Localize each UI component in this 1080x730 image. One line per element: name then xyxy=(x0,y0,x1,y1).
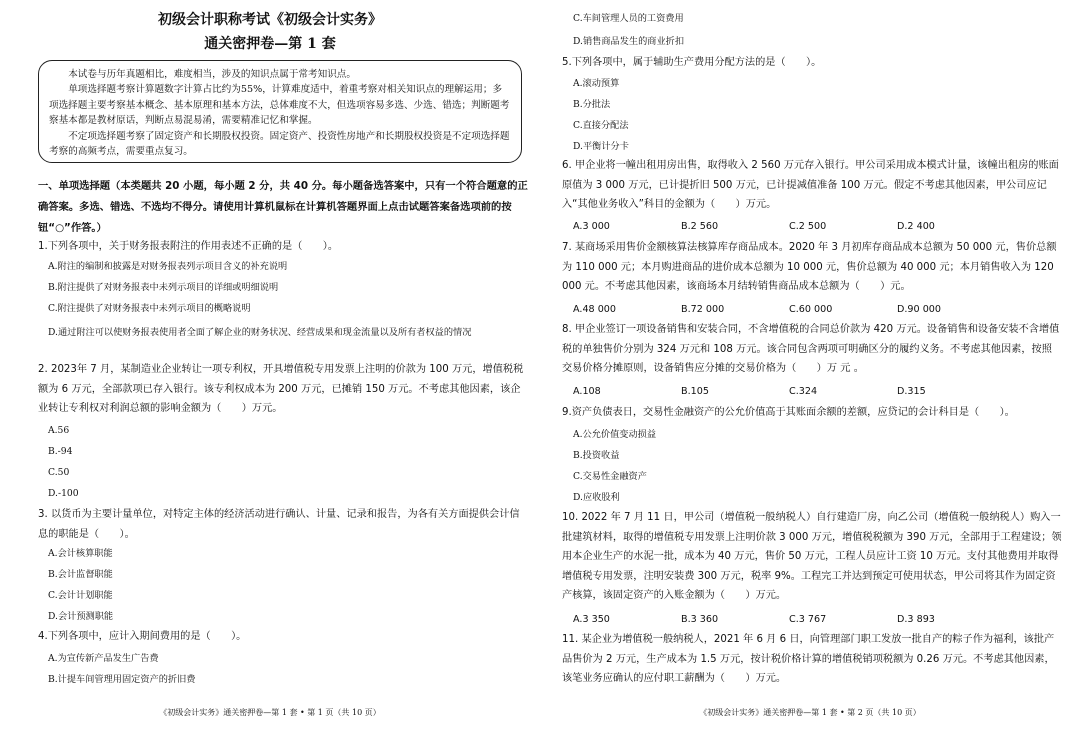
question-8-option-b[interactable]: B.105 xyxy=(681,386,709,397)
question-9-option-d[interactable]: D.应收股利 xyxy=(573,492,620,503)
page-2 xyxy=(540,0,1080,730)
question-2-stem: 2. 2023年 7 月，某制造业企业转让一项专利权，开具增值税专用发票上注明的价款为 100 万元，增值税税额为 6 万元，全部款项已存入银行。该专利权成本为 200 万元，已摊销 150 万元。不考虑其他因素，该企业转让专利权对利润总额的影响金额为（ ）万元。 xyxy=(38,364,524,415)
question-5-option-c[interactable]: C.直接分配法 xyxy=(573,120,629,131)
question-6-stem: 6. 甲企业将一幢出租用房出售，取得收入 2 560 万元存入银行。甲公司采用成本模式计量，该幢出租房的账面原值为 3 000 万元，已计提折旧 500 万元，已计提减值准备 100 万元。假定不考虑其他因素，甲公司应记入“其他业务收入”科目的金额为（ ）万元。 xyxy=(562,160,1059,211)
question-6-option-a[interactable]: A.3 000 xyxy=(573,221,610,232)
question-6-option-d[interactable]: D.2 400 xyxy=(897,221,935,232)
question-9-stem: 9.资产负债表日，交易性金融资产的公允价值高于其账面余额的差额，应贷记的会计科目是（ ）。 xyxy=(562,407,1015,418)
question-6-options xyxy=(573,220,1053,234)
question-1-option-a[interactable]: A.附注的编制和披露是对财务报表列示项目含义的补充说明 xyxy=(48,261,288,272)
question-3-option-a[interactable]: A.会计核算职能 xyxy=(48,548,113,559)
question-1-option-b[interactable]: B.附注提供了对财务报表中未列示项目的详细或明细说明 xyxy=(48,282,279,293)
section-heading: 一、单项选择题（本类题共 20 小题，每小题 2 分，共 40 分。每小题备选答案中，只有一个符合题意的正确答案。多选、错选、不选均不得分。请使用计算机鼠标在计算机答题界面上点击试题答案备选项前的按钮“○”作答。） xyxy=(38,180,528,234)
question-5-option-b[interactable]: B.分批法 xyxy=(573,99,611,110)
question-4-option-c[interactable]: C.车间管理人员的工资费用 xyxy=(573,13,684,24)
question-10-options xyxy=(573,613,1053,627)
question-9-option-a[interactable]: A.公允价值变动损益 xyxy=(573,429,657,440)
question-11-stem: 11. 某企业为增值税一般纳税人，2021 年 6 月 6 日，向管理部门职工发放一批自产的粽子作为福利，该批产品售价为 2 万元，生产成本为 1.5 万元，按计税价格计算的增值税销项税额为 0.26 万元。不考虑其他因素，该笔业务应确认的应付职工薪酬为（ ）万元。 xyxy=(562,634,1055,685)
question-10-option-d[interactable]: D.3 893 xyxy=(897,614,935,625)
question-4-option-a[interactable]: A.为宣传新产品发生广告费 xyxy=(48,653,159,664)
question-10-option-b[interactable]: B.3 360 xyxy=(681,614,719,625)
question-7-stem: 7. 某商场采用售价金额核算法核算库存商品成本。2020 年 3 月初库存商品成本总额为 50 000 元，售价总额为 110 000 元；本月购进商品的进价成本总额为 10 000 元，售价总额为 40 000 元；本月销售收入为 120 000 元。不考虑其他因素，该商场本月结转销售商品成本总额为（ ）元。 xyxy=(562,242,1057,293)
note-paragraph: 不定项选择题考察了固定资产和长期股权投资。固定资产、投资性房地产和长期股权投资是不定项选择题考察的高频考点，需要重点复习。 xyxy=(49,130,510,158)
question-6-option-b[interactable]: B.2 560 xyxy=(681,221,719,232)
question-1-option-d[interactable]: D.通过附注可以使财务报表使用者全面了解企业的财务状况、经营成果和现金流量以及所有者权益的情况 xyxy=(48,327,472,338)
question-4-option-b[interactable]: B.计提车间管理用固定资产的折旧费 xyxy=(48,674,196,685)
exam-subtitle: 通关密押卷—第 1 套 xyxy=(204,36,336,52)
question-2-option-d[interactable]: D.-100 xyxy=(48,488,79,499)
question-5-option-d[interactable]: D.平衡计分卡 xyxy=(573,141,629,152)
page-footer: 《初级会计实务》通关密押卷—第 1 套 • 第 2 页（共 10 页） xyxy=(699,708,921,717)
question-7-options xyxy=(573,303,1053,317)
question-9-option-b[interactable]: B.投资收益 xyxy=(573,450,620,461)
question-10-option-c[interactable]: C.3 767 xyxy=(789,614,827,625)
exam-notes-box xyxy=(38,60,522,163)
question-8-option-d[interactable]: D.315 xyxy=(897,386,926,397)
question-9-option-c[interactable]: C.交易性金融资产 xyxy=(573,471,647,482)
question-1-stem: 1.下列各项中，关于财务报表附注的作用表述不正确的是（ ）。 xyxy=(38,241,339,252)
question-3-option-c[interactable]: C.会计计划职能 xyxy=(48,590,113,601)
exam-title: 初级会计职称考试《初级会计实务》 xyxy=(158,12,382,28)
question-2-option-b[interactable]: B.-94 xyxy=(48,446,73,457)
note-paragraph: 本试卷与历年真题相比，难度相当，涉及的知识点属于常考知识点。 xyxy=(68,69,356,80)
question-8-stem: 8. 甲企业签订一项设备销售和安装合同，不含增值税的合同总价款为 420 万元。设备销售和设备安装不含增值税的单独售价分别为 324 万元和 108 万元。该合同包含两项可明确区分的履约义务。不考虑其他因素，按照交易价格分摊原则，设备销售应分摊的交易价格为（ ）万 元 。 xyxy=(562,324,1060,375)
question-2-option-a[interactable]: A.56 xyxy=(48,425,70,436)
question-7-option-b[interactable]: B.72 000 xyxy=(681,304,725,315)
question-4-stem: 4.下列各项中，应计入期间费用的是（ ）。 xyxy=(38,631,247,642)
question-7-option-d[interactable]: D.90 000 xyxy=(897,304,942,315)
question-5-stem: 5.下列各项中，属于辅助生产费用分配方法的是（ ）。 xyxy=(562,57,822,68)
question-3-stem: 3. 以货币为主要计量单位，对特定主体的经济活动进行确认、计量、记录和报告，为各有关方面提供会计信息的职能是（ ）。 xyxy=(38,509,520,540)
question-2-option-c[interactable]: C.50 xyxy=(48,467,70,478)
question-3-option-b[interactable]: B.会计监督职能 xyxy=(48,569,113,580)
question-8-option-c[interactable]: C.324 xyxy=(789,386,818,397)
question-10-stem: 10. 2022 年 7 月 11 日，甲公司（增值税一般纳税人）自行建造厂房，向乙公司（增值税一般纳税人）购入一批建筑材料，取得的增值税专用发票上注明价款 3 000 万元，增值税税额为 390 万元，全部用于工程建设；领用本企业生产的水泥一批，成本为 40 万元，售价 50 万元，工程人员应计工资 10 万元。支付其他费用并取得增值税专用发票，注明安装费 300 万元，税率 9%。工程完工并达到预定可使用状态，甲公司将其作为固定资产核算，该固定资产的入账金额为（ ）万元。 xyxy=(562,512,1062,602)
page-footer: 《初级会计实务》通关密押卷—第 1 套 • 第 1 页（共 10 页） xyxy=(159,708,381,717)
question-4-option-d[interactable]: D.销售商品发生的商业折扣 xyxy=(573,36,685,47)
question-10-option-a[interactable]: A.3 350 xyxy=(573,614,610,625)
question-7-option-c[interactable]: C.60 000 xyxy=(789,304,833,315)
question-3-option-d[interactable]: D.会计预测职能 xyxy=(48,611,114,622)
question-8-option-a[interactable]: A.108 xyxy=(573,386,601,397)
question-5-option-a[interactable]: A.滚动预算 xyxy=(573,78,620,89)
question-1-option-c[interactable]: C.附注提供了对财务报表中未列示项目的概略说明 xyxy=(48,303,251,314)
question-8-options xyxy=(573,385,1053,399)
question-6-option-c[interactable]: C.2 500 xyxy=(789,221,827,232)
question-7-option-a[interactable]: A.48 000 xyxy=(573,304,617,315)
note-paragraph: 单项选择题考察计算题数字计算占比约为55%，计算难度适中，着重考察对相关知识点的理解运用；多项选择题主要考察基本概念、基本原理和基本方法，总体难度不大，但选项容易多选、少选、错选；判断题考察基本都是教材原话，判断点易混易淆，需要精准记忆和掌握。 xyxy=(49,84,510,127)
